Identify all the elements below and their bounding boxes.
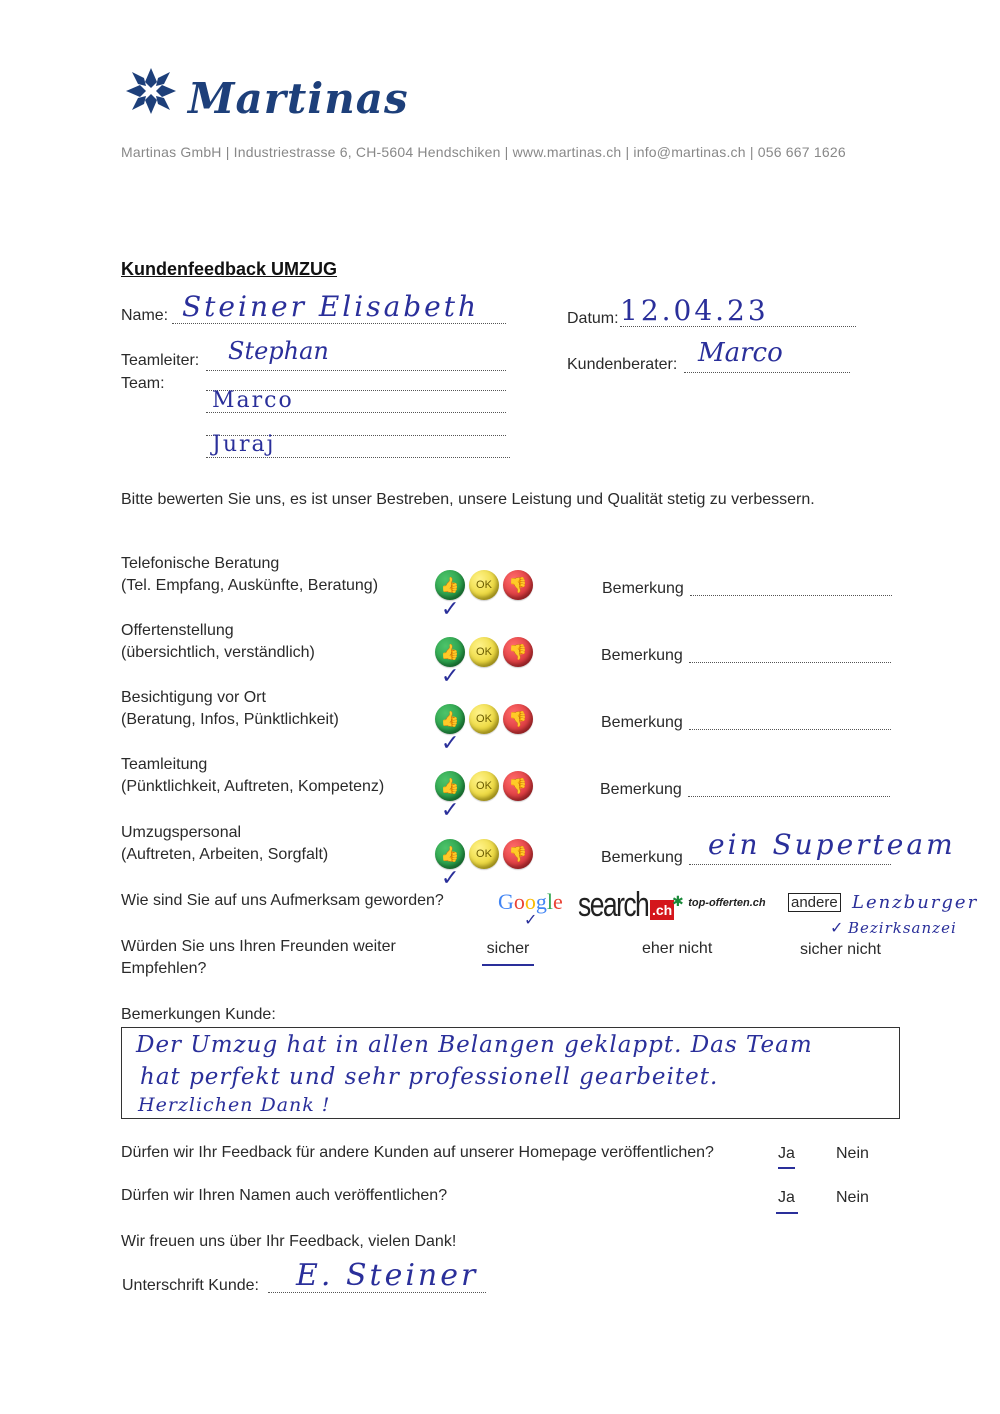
kundenberater-label: Kundenberater: [567,356,678,373]
thumbs-up-icon: 👍 [440,778,460,795]
rating-buttons [435,839,533,869]
rating-check-mark [441,731,459,756]
rating-title: Umzugspersonal [121,824,242,841]
check-mark-icon: ✓ [441,866,460,891]
comments-label: Bemerkungen Kunde: [121,1006,276,1023]
check-mark-icon: ✓ [441,798,460,823]
recommend-question-1: Würden Sie uns Ihren Freunden weiter [121,938,396,955]
ok-hand-button[interactable] [469,839,499,869]
team-member-1[interactable]: Marco [212,388,294,413]
rating-buttons [435,771,533,801]
rating-title: Offertenstellung [121,622,234,639]
thumbs-down-button[interactable] [503,839,533,869]
google-text: Google [498,889,563,914]
remark-label: Bemerkung [601,849,683,866]
team-label: Team: [121,375,165,392]
recommend-opt-eher-nicht[interactable]: eher nicht [642,940,713,957]
remark-value[interactable]: ein Superteam [708,828,956,861]
teamleiter-value[interactable]: Stephan [228,337,329,365]
rating-subtitle: (Pünktlichkeit, Auftreten, Kompetenz) [121,778,385,795]
check-mark-icon: ✓ [830,918,844,937]
remark-line [689,662,891,663]
signature-value[interactable]: E. Steiner [296,1258,479,1293]
thanks-text: Wir freuen uns über Ihr Feedback, vielen Dank! [121,1233,457,1250]
rating-buttons [435,704,533,734]
remark-label: Bemerkung [600,781,682,798]
publish-question-2: Dürfen wir Ihren Namen auch veröffentlichen? [121,1187,448,1204]
ok-hand-icon: OK [476,713,492,725]
rating-title: Telefonische Beratung [121,555,280,572]
publish-q2-ja-mark [776,1212,798,1214]
name-label: Name: [121,307,169,324]
thumbs-down-icon: 👎 [508,577,528,594]
ok-hand-button[interactable] [469,637,499,667]
andere-value-2[interactable]: Bezirksanzei [848,919,957,937]
check-mark-icon: ✓ [441,664,460,689]
ok-hand-icon: OK [476,848,492,860]
company-logo [124,66,178,116]
thumbs-down-button[interactable] [503,771,533,801]
rating-buttons [435,637,533,667]
rating-subtitle: (übersichtlich, verständlich) [121,644,315,661]
andere-value-1[interactable]: Lenzburger [852,892,979,913]
rating-buttons [435,570,533,600]
publish-q1-ja[interactable]: Ja [778,1145,795,1169]
signature-label: Unterschrift Kunde: [122,1277,259,1294]
recommend-question-2: Empfehlen? [121,960,207,977]
kundenberater-line [684,372,850,373]
search-suffix: .ch [652,902,673,918]
rating-subtitle: (Auftreten, Arbeiten, Sorgfalt) [121,846,329,863]
rating-subtitle: (Beratung, Infos, Pünktlichkeit) [121,711,339,728]
rating-check-mark [441,664,459,689]
thumbs-up-button[interactable] [435,570,465,600]
search-text: search [578,886,649,924]
contact-line: Martinas GmbH | Industriestrasse 6, CH-5604 Hendschiken | www.martinas.ch | info@martinas.ch | 056 667 1626 [121,144,846,160]
thumbs-down-icon: 👎 [508,846,528,863]
form-title: Kundenfeedback UMZUG [121,259,338,279]
top-offerten-text: top-offerten.ch [688,897,766,909]
star-logo-icon [124,66,178,116]
thumbs-down-icon: 👎 [508,711,528,728]
source-question: Wie sind Sie auf uns Aufmerksam geworden? [121,892,444,909]
publish-q2-ja[interactable]: Ja [778,1189,795,1206]
remark-line [689,729,891,730]
remark-label: Bemerkung [602,580,684,597]
ok-hand-button[interactable] [469,704,499,734]
team-line-4 [206,457,510,458]
remark-label: Bemerkung [601,647,683,664]
thumbs-up-button[interactable] [435,771,465,801]
thumbs-up-icon: 👍 [440,577,460,594]
teamleiter-line [206,370,506,371]
thumbs-up-icon: 👍 [440,711,460,728]
kundenberater-value[interactable]: Marco [698,338,783,368]
thumbs-down-button[interactable] [503,570,533,600]
thumbs-up-button[interactable] [435,704,465,734]
ok-hand-button[interactable] [469,771,499,801]
source-check-mark [524,910,537,929]
rating-title: Teamleitung [121,756,208,773]
datum-label: Datum: [567,310,619,327]
comments-line-2: hat perfekt und sehr professionell gearbeitet. [140,1064,719,1090]
thumbs-up-icon: 👍 [440,846,460,863]
rating-check-mark [441,597,459,622]
remark-line [690,595,892,596]
andere-option[interactable]: andere [788,893,841,912]
remark-line [689,864,891,865]
thumbs-up-button[interactable] [435,637,465,667]
thumbs-down-icon: 👎 [508,644,528,661]
thumbs-up-button[interactable] [435,839,465,869]
remark-label: Bemerkung [601,714,683,731]
publish-q1-nein[interactable]: Nein [836,1145,869,1162]
check-mark-icon: ✓ [524,910,538,929]
publish-q2-nein[interactable]: Nein [836,1189,869,1206]
name-line [172,323,506,324]
check-mark-icon: ✓ [441,597,460,622]
teamleiter-label: Teamleiter: [121,352,200,369]
publish-question-1: Dürfen wir Ihr Feedback für andere Kunden auf unserer Homepage veröffentlichen? [121,1144,714,1161]
thumbs-down-icon: 👎 [508,778,528,795]
ok-hand-icon: OK [476,646,492,658]
remark-line [688,796,890,797]
comments-line-3: Herzlichen Dank ! [138,1094,331,1116]
intro-text: Bitte bewerten Sie uns, es ist unser Bestreben, unsere Leistung und Qualität stetig zu verbessern. [121,491,815,508]
search-ch-logo[interactable] [578,886,673,925]
thumbs-down-button[interactable] [503,704,533,734]
recommend-opt-sicher-nicht[interactable]: sicher nicht [800,941,881,958]
comments-line-1: Der Umzug hat in allen Belangen geklappt. Das Team [136,1032,813,1058]
andere-check-mark [830,918,843,937]
top-offerten-logo[interactable] [672,893,766,911]
logo-text: Martinas [188,74,409,123]
rating-title: Besichtigung vor Ort [121,689,266,706]
rating-subtitle: (Tel. Empfang, Auskünfte, Beratung) [121,577,379,594]
datum-value[interactable]: 12.04.23 [620,294,769,327]
star-icon: ✱ [672,893,684,909]
team-member-2[interactable]: Juraj [212,432,276,457]
ok-hand-button[interactable] [469,570,499,600]
ok-hand-icon: OK [476,780,492,792]
recommend-opt-sicher[interactable]: sicher [482,940,534,966]
thumbs-up-icon: 👍 [440,644,460,661]
check-mark-icon: ✓ [441,731,460,756]
ok-hand-icon: OK [476,579,492,591]
rating-check-mark [441,866,459,891]
thumbs-down-button[interactable] [503,637,533,667]
rating-check-mark [441,798,459,823]
name-value[interactable]: Steiner Elisabeth [182,290,480,323]
